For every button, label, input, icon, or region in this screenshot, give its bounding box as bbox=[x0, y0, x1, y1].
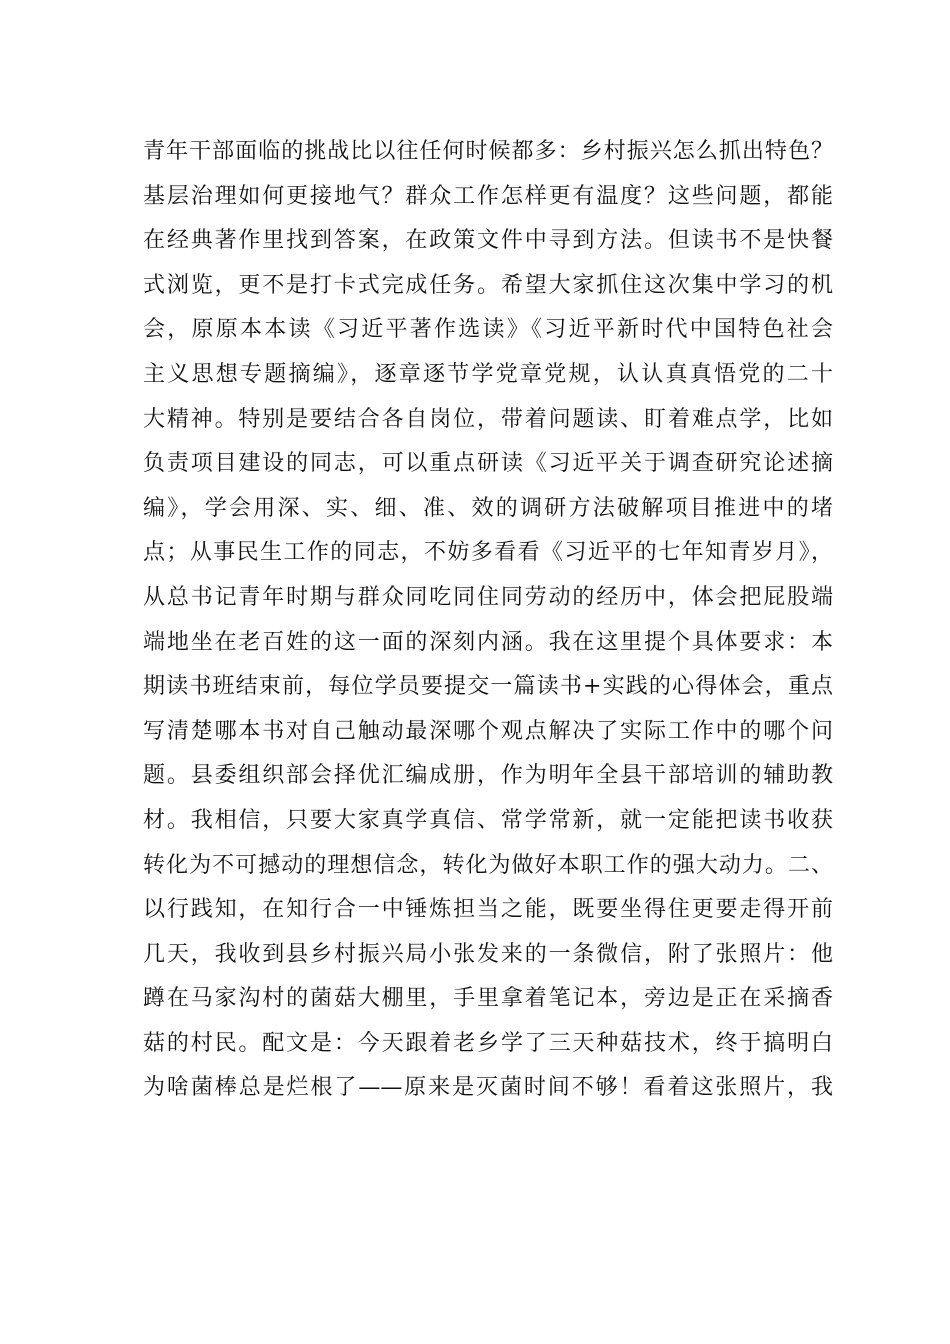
text-line: 会，原原本本读《习近平著作选读》《习近平新时代中国特色社会 bbox=[143, 317, 833, 343]
text-line: 从总书记青年时期与群众同吃同住同劳动的经历中，体会把屁股端 bbox=[143, 584, 833, 610]
text-line: 以行践知，在知行合一中锤炼担当之能，既要坐得住更要走得开前 bbox=[143, 897, 833, 923]
text-line: 材。我相信，只要大家真学真信、常学常新，就一定能把读书收获 bbox=[143, 807, 833, 833]
text-line: 主义思想专题摘编》，逐章逐节学党章党规，认认真真悟党的二十 bbox=[143, 361, 833, 387]
text-line: 编》，学会用深、实、细、准、效的调研方法破解项目推进中的堵 bbox=[143, 495, 833, 521]
text-line: 点；从事民生工作的同志，不妨多看看《习近平的七年知青岁月》， bbox=[143, 540, 833, 566]
text-line: 在经典著作里找到答案，在政策文件中寻到方法。但读书不是快餐 bbox=[143, 228, 833, 254]
text-line: 式浏览，更不是打卡式完成任务。希望大家抓住这次集中学习的机 bbox=[143, 272, 833, 298]
text-line: 为啥菌棒总是烂根了——原来是灭菌时间不够！看着这张照片，我 bbox=[143, 1075, 833, 1101]
text-line: 端地坐在老百姓的这一面的深刻内涵。我在这里提个具体要求：本 bbox=[143, 629, 833, 655]
text-line: 题。县委组织部会择优汇编成册，作为明年全县干部培训的辅助教 bbox=[143, 763, 833, 789]
text-line: 几天，我收到县乡村振兴局小张发来的一条微信，附了张照片：他 bbox=[143, 941, 833, 967]
text-line: 菇的村民。配文是：今天跟着老乡学了三天种菇技术，终于搞明白 bbox=[143, 1030, 833, 1056]
text-line: 转化为不可撼动的理想信念，转化为做好本职工作的强大动力。二、 bbox=[143, 852, 833, 878]
body-text bbox=[143, 130, 833, 1111]
text-line: 基层治理如何更接地气？群众工作怎样更有温度？这些问题，都能 bbox=[143, 183, 833, 209]
text-line: 大精神。特别是要结合各自岗位，带着问题读、盯着难点学，比如 bbox=[143, 406, 833, 432]
text-line: 写清楚哪本书对自己触动最深哪个观点解决了实际工作中的哪个问 bbox=[143, 718, 833, 744]
text-line: 期读书班结束前，每位学员要提交一篇读书+实践的心得体会，重点 bbox=[143, 674, 833, 700]
text-line: 蹲在马家沟村的菌菇大棚里，手里拿着笔记本，旁边是正在采摘香 bbox=[143, 986, 833, 1012]
text-line: 青年干部面临的挑战比以往任何时候都多：乡村振兴怎么抓出特色？ bbox=[143, 139, 833, 164]
text-line: 负责项目建设的同志，可以重点研读《习近平关于调查研究论述摘 bbox=[143, 451, 833, 477]
